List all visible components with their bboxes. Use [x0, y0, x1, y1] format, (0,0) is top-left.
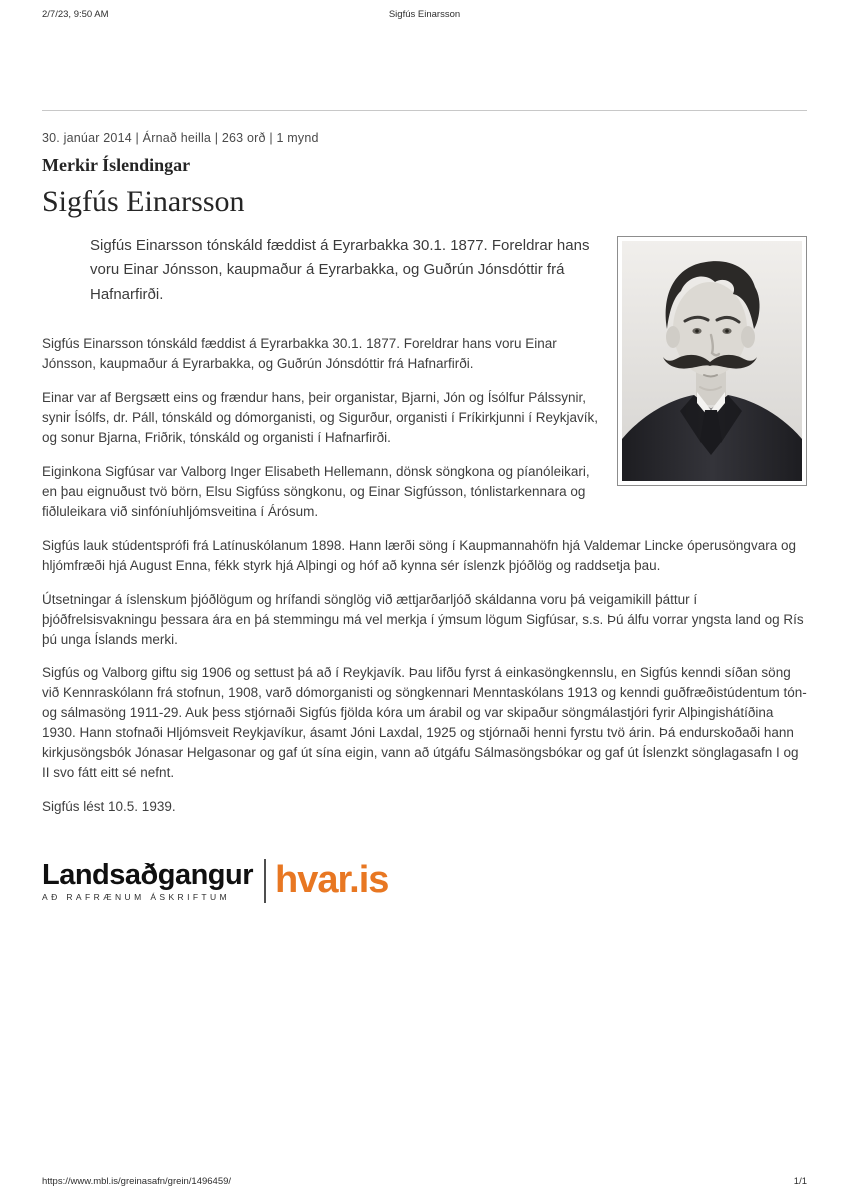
article-paragraph-5: Útsetningar á íslenskum þjóðlögum og hrífandi sönglög við ættjarðarljóð skáldanna voru þá veigamikill þáttur í þjóðfrelsisvakningu þessara ára en þá stemmingu má vel merkja í ýmsum lögum Sigfúsar, s.s. Þú álfu vorrar yngsta land og Rís þú unga Íslands merki.	[42, 591, 804, 647]
landsadgangur-logo-tagline: AÐ RAFRÆNUM ÁSKRIFTUM	[42, 892, 231, 903]
article-category: Merkir Íslendingar	[42, 155, 191, 175]
print-doc-title: Sigfús Einarsson	[388, 9, 461, 20]
print-source-url: https://www.mbl.is/greinasafn/grein/1496459/	[42, 1176, 232, 1187]
page-indicator: 1/1	[793, 1176, 807, 1187]
article-body	[42, 234, 807, 904]
landsadgangur-logo-block	[42, 858, 253, 904]
article-paragraph-6: Sigfús og Valborg giftu sig 1906 og settust þá að í Reykjavík. Þau lifðu fyrst á einkasöngkennslu, en Sigfús kenndi síðan söng við Kennraskólann frá stofnun, 1908, varð dómorganisti og söngkennari Menntaskólans 1913 og kenndi guðfræðistúdentum tón- og sálmasöng 1911-29. Auk þess stjórnaði Sigfús fjölda kóra um árabil og var skipaður söngmálastjóri fyrir Alþingishátíðina 1930. Hann stofnaði Hljómsveit Reykjavíkur, ásamt Jóni Laxdal, 1925 og stjórnaði henni fyrstu tvö árin. Þá endurskoðaði hann kirkjusöngsbók Jónasar Helgasonar og gaf út sína eigin, vann að útgáfu Sálmasöngsbókar og gaf út Íslenzkt sönglagasafn I og II svo fátt eitt sé nefnt.	[42, 665, 807, 781]
landsadgangur-hvaris-logo	[42, 858, 807, 904]
hvaris-logo-text: hvar.is	[275, 859, 389, 902]
article-paragraph-1: Sigfús Einarsson tónskáld fæddist á Eyrarbakka 30.1. 1877. Foreldrar hans voru Einar Jónsson, kaupmaður á Eyrarbakka, og Guðrún Jónsdóttir frá Hafnarfirði.	[42, 335, 557, 371]
article-paragraph-4: Sigfús lauk stúdentsprófi frá Latínuskólanum 1898. Hann lærði söng í Kaupmannahöfn hjá Valdemar Lincke óperusöngvara og hljómfræði hjá August Enna, fékk styrk hjá Alþingi og hóf að kynna sér íslenzk þjóðlög og raddsetja þau.	[42, 537, 796, 573]
article-paragraph-3: Eiginkona Sigfúsar var Valborg Inger Elisabeth Hellemann, dönsk söngkona og píanóleikari, en þau eignuðust tvö börn, Elsu Sigfúss söngkonu, og Einar Sigfússon, tónlistarkennara og fiðluleikara við sinfóníuhljómsveitina í Árósum.	[42, 463, 590, 519]
article-paragraph-7: Sigfús lést 10.5. 1939.	[42, 799, 176, 815]
print-footer	[42, 1176, 807, 1187]
article-title: Sigfús Einarsson	[42, 185, 245, 218]
print-timestamp: 2/7/23, 9:50 AM	[42, 9, 109, 20]
article-lead: Sigfús Einarsson tónskáld fæddist á Eyrarbakka 30.1. 1877. Foreldrar hans voru Einar Jónsson, kaupmaður á Eyrarbakka, og Guðrún Jónsdóttir frá Hafnarfirði.	[90, 237, 590, 303]
header-divider	[42, 110, 807, 111]
logo-divider	[264, 859, 266, 903]
portrait-photo-image	[622, 241, 802, 481]
print-header	[0, 9, 849, 23]
article-meta: 30. janúar 2014 | Árnað heilla | 263 orð | 1 mynd	[42, 131, 319, 145]
landsadgangur-logo-text: Landsaðgangur	[42, 858, 254, 891]
article-paragraph-2: Einar var af Bergsætt eins og frændur hans, þeir organistar, Bjarni, Jón og Ísólfur Pálssynir, synir Ísólfs, dr. Páll, tónskáld og dómorganisti, og Sigurður, organisti í Fríkirkjunni í Reykjavík, og sonur Bjarna, Friðrik, tónskáld og organisti í Hafnarfirði.	[42, 389, 598, 445]
portrait-photo	[617, 236, 807, 486]
article-content	[42, 110, 807, 904]
